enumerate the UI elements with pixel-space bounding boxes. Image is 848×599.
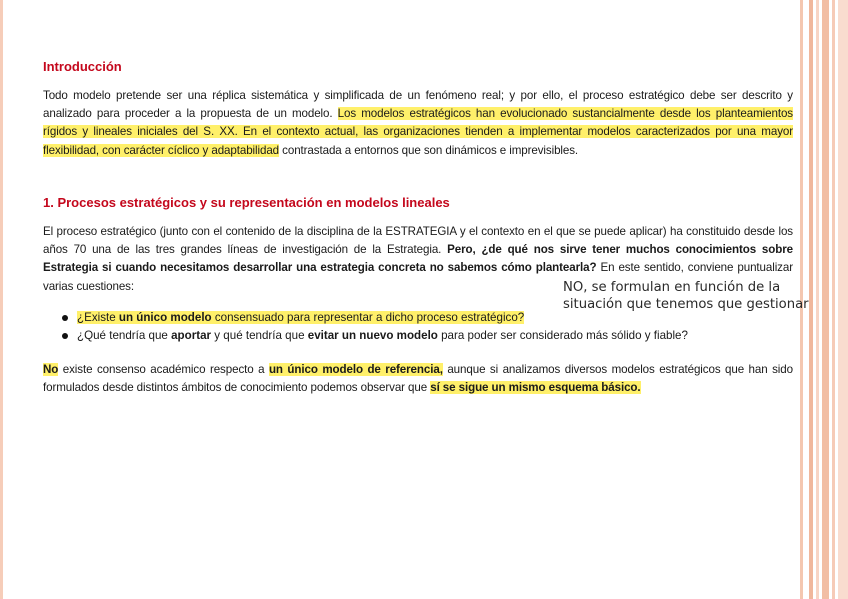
note-line-1: NO, se formulan en función de la [563,280,781,295]
list-item [43,327,793,345]
bullet-2-text: ¿Qué tendría que aportar y qué tendría que evitar un nuevo modelo para poder ser considerado más sólido y fiable? [77,329,688,342]
intro-text: Todo modelo pretende ser una réplica sistemática y simplificada de un fenómeno real; y por ello, el proceso estratégico debe ser descrito y analizado para proceder a la propuesta de un modelo. [43,89,793,121]
intro-paragraph [43,87,793,160]
section1-heading: 1. Procesos estratégicos y su representación en modelos lineales [43,195,450,210]
intro-highlight: Los modelos estratégicos han evolucionado sustancialmente desde los planteamientos rígidos y lineales iniciales del S. XX. En el contexto actual, las organizaciones tienden a implementar modelos caracterizados por una mayor flexibilidad, con carácter cíclico y adaptabilidad [43,107,793,157]
section1-question: Pero, ¿de qué nos sirve tener muchos conocimientos sobre Estrategia si cuando necesitamos desarrollar una estrategia concreta no sabemos cómo plantearla? [43,243,794,275]
intro-text-end: contrastada a entornos que son dinámicos e imprevisibles. [282,143,579,157]
conclusion-model: un único modelo de referencia, [268,363,443,376]
conclusion-paragraph: No existe consenso académico respecto a un único modelo de referencia, aunque si analizamos diversos modelos estratégicos que han sido formulados desde distintos ámbitos de conocimiento podemos observar que sí se sigue un mismo esquema básico. [43,363,793,395]
bullet-icon [62,333,68,339]
conclusion-no: No [43,363,59,376]
bullet-icon [62,315,68,321]
note-line-2: situación que tenemos que gestionar [563,297,809,312]
section1-text: El proceso estratégico (junto con el contenido de la disciplina de la ESTRATEGIA y el contexto en el que se puede aplicar) ha constituido desde los años 70 una de las tres grandes líneas de investigación de la Estrategia. [43,225,793,257]
left-frame-stripe [0,0,3,599]
section1-text-end: En este sentido, conviene puntualizar varias cuestiones: [43,261,793,293]
bullet-1-text: ¿Existe un único modelo consensuado para representar a dicho proceso estratégico? [77,311,525,324]
conclusion-scheme: sí se sigue un mismo esquema básico. [430,381,641,395]
annotation-note [563,279,833,313]
intro-heading: Introducción [43,59,122,74]
question-list [43,309,793,345]
